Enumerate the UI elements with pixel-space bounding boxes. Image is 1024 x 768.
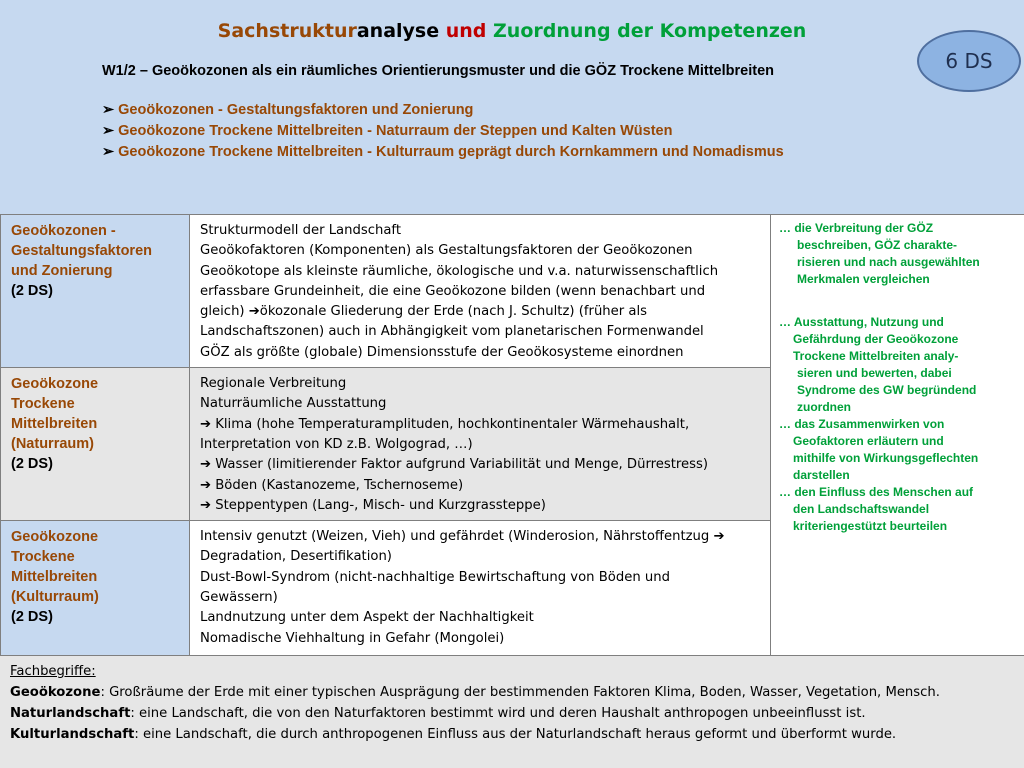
content-line: Nomadische Viehhaltung in Gefahr (Mongolei) [200,630,505,646]
content-line: gleich) ➔ökozonale Gliederung der Erde (nach J. Schultz) (früher als [200,304,648,320]
content-line: Dust-Bowl-Syndrom (nicht-nachhaltige Bewirtschaftung von Böden und [200,569,670,585]
title-part-1: Sachstruktur [217,20,357,42]
topic-line: (Kulturraum) [11,589,99,606]
topic-cell [1,215,190,368]
glossary-panel [0,655,1024,768]
structure-table [0,214,1024,657]
content-line: GÖZ als größte (globale) Dimensionsstufe der Geoökosysteme einordnen [200,344,684,360]
ds-count-badge: 6 DS [917,30,1021,92]
bullet-item [102,100,784,121]
bullet-text: Geoökozonen - Gestaltungsfaktoren und Zonierung [118,102,474,118]
title-part-3: und [445,20,494,42]
competence-item: … Ausstattung, Nutzung und Gefährdung der Geoökozone Trockene Mittelbreiten analy- sieren und bewerten, dabei Syndrome des GW begründend zuordnen [779,315,977,414]
topic-bullet-list [102,100,784,163]
page-subtitle: W1/2 – Geoökozonen als ein räumliches Orientierungsmuster und die GÖZ Trockene Mittelbreiten [102,63,774,79]
glossary-entry [10,703,1014,724]
content-line: Geoökofaktoren (Komponenten) als Gestaltungsfaktoren der Geoökozonen [200,243,693,259]
ds-label: (2 DS) [11,609,53,626]
topic-line: Trockene [11,549,75,566]
title-part-4: Zuordnung der Kompetenzen [493,20,807,42]
content-line: erfassbare Grundeinheit, die eine Geoökozone bilden (wenn benachbart und [200,283,706,299]
topic-line: Mittelbreiten [11,569,98,586]
topic-line: (Naturraum) [11,436,94,453]
glossary-definition: : Großräume der Erde mit einer typischen Ausprägung der bestimmenden Faktoren Klima, Boden, Wasser, Vegetation, Mensch. [100,685,940,700]
content-line: Landnutzung unter dem Aspekt der Nachhaltigkeit [200,610,534,626]
content-cell [190,521,771,657]
content-line: Gewässern) [200,590,278,606]
arrow-bullet-icon: ➢ [102,123,115,139]
ds-label: (2 DS) [11,456,53,473]
content-line: Naturräumliche Ausstattung [200,396,387,412]
competence-item: … die Verbreitung der GÖZ beschreiben, GÖZ charakte- risieren und nach ausgewählten Merkmalen vergleichen [779,221,980,286]
content-line: ➔ Klima (hohe Temperaturamplituden, hochkontinentaler Wärmehaushalt, [200,416,690,432]
title-part-2: analyse [356,20,446,42]
arrow-bullet-icon: ➢ [102,144,115,160]
bullet-text: Geoökozone Trockene Mittelbreiten - Kulturraum geprägt durch Kornkammern und Nomadismus [118,144,784,160]
content-line: Interpretation von KD z.B. Wolgograd, …) [200,436,473,452]
content-line: Landschaftszonen) auch in Abhängigkeit vom planetarischen Formenwandel [200,324,704,340]
glossary-term: Geoökozone [10,685,101,700]
ds-label: (2 DS) [11,283,53,299]
table-row [1,215,1024,368]
bullet-item [102,121,784,142]
topic-cell [1,521,190,657]
arrow-bullet-icon: ➢ [102,102,115,118]
topic-line: Geoökozone [11,529,99,546]
content-line: Intensiv genutzt (Weizen, Vieh) und gefährdet (Winderosion, Nährstoffentzug ➔ [200,529,725,545]
competence-cell [771,215,1024,657]
topic-line: Gestaltungsfaktoren [11,243,152,259]
topic-line: Geoökozone [11,376,99,393]
topic-line: und Zonierung [11,263,113,279]
content-line: Strukturmodell der Landschaft [200,223,401,238]
content-cell [190,215,771,368]
topic-line: Trockene [11,396,75,413]
topic-cell [1,368,190,521]
glossary-definition: : eine Landschaft, die durch anthropogenen Einfluss aus der Naturlandschaft heraus geformt und überformt wurde. [134,727,897,742]
content-line: ➔ Böden (Kastanozeme, Tschernoseme) [200,477,464,493]
competence-item: … den Einfluss des Menschen auf den Landschaftswandel kriteriengestützt beurteilen [779,485,974,533]
glossary-term: Naturlandschaft [10,706,131,721]
header-panel [0,0,1024,214]
bullet-item [102,142,784,163]
content-line: Geoökotope als kleinste räumliche, ökologische und v.a. naturwissenschaftlich [200,263,719,279]
topic-line: Geoökozonen - [11,223,116,239]
content-line: Degradation, Desertifikation) [200,549,392,565]
content-line: ➔ Steppentypen (Lang-, Misch- und Kurzgrassteppe) [200,497,546,513]
glossary-heading: Fachbegriffe: [10,664,96,679]
glossary-entry [10,682,1014,703]
content-line: Regionale Verbreitung [200,376,347,392]
page-title [0,20,1024,42]
glossary-entry [10,724,1014,745]
bullet-text: Geoökozone Trockene Mittelbreiten - Naturraum der Steppen und Kalten Wüsten [118,123,673,139]
topic-line: Mittelbreiten [11,416,98,433]
glossary-definition: : eine Landschaft, die von den Naturfaktoren bestimmt wird und deren Haushalt anthropogen unbeeinflusst ist. [130,706,866,721]
content-cell [190,368,771,521]
competence-item: … das Zusammenwirken von Geofaktoren erläutern und mithilfe von Wirkungsgeflechten darstellen [779,417,979,482]
content-line: ➔ Wasser (limitierender Faktor aufgrund Variabilität und Menge, Dürrestress) [200,457,709,473]
glossary-term: Kulturlandschaft [10,727,135,742]
